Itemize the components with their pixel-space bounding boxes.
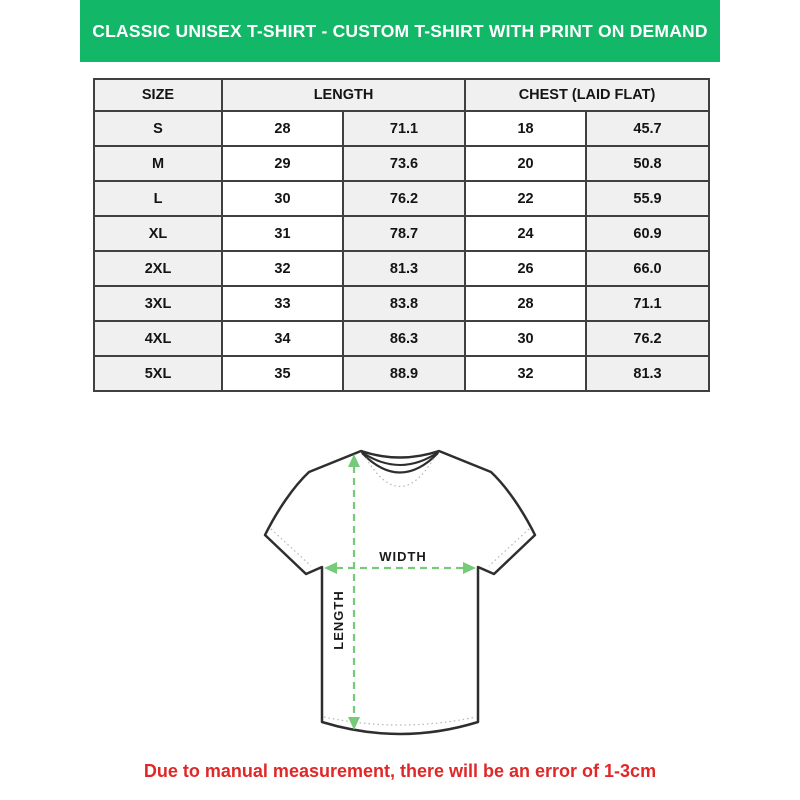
column-header-chest: CHEST (LAID FLAT): [465, 79, 709, 111]
length-cm-cell: 86.3: [343, 321, 465, 356]
length-inch-cell: 30: [222, 181, 343, 216]
size-cell: 3XL: [94, 286, 222, 321]
chest-cm-cell: 71.1: [586, 286, 709, 321]
length-cm-cell: 78.7: [343, 216, 465, 251]
column-header-length: LENGTH: [222, 79, 465, 111]
table-row-5xl: [94, 356, 709, 391]
length-cm-cell: 71.1: [343, 111, 465, 146]
chest-inch-cell: 22: [465, 181, 586, 216]
chest-inch-cell: 32: [465, 356, 586, 391]
length-inch-cell: 32: [222, 251, 343, 286]
length-cm-cell: 83.8: [343, 286, 465, 321]
chest-cm-cell: 66.0: [586, 251, 709, 286]
chest-inch-cell: 20: [465, 146, 586, 181]
chest-cm-cell: 76.2: [586, 321, 709, 356]
chest-cm-cell: 45.7: [586, 111, 709, 146]
table-row-4xl: [94, 321, 709, 356]
size-cell: M: [94, 146, 222, 181]
size-cell: 2XL: [94, 251, 222, 286]
length-inch-cell: 28: [222, 111, 343, 146]
length-inch-cell: 29: [222, 146, 343, 181]
length-inch-cell: 31: [222, 216, 343, 251]
length-inch-cell: 35: [222, 356, 343, 391]
measurement-note: Due to manual measurement, there will be an error of 1-3cm: [143, 761, 657, 781]
size-cell: L: [94, 181, 222, 216]
length-cm-cell: 73.6: [343, 146, 465, 181]
column-header-size: SIZE: [94, 79, 222, 111]
chest-inch-cell: 24: [465, 216, 586, 251]
table-row-xl: [94, 216, 709, 251]
length-label: LENGTH: [331, 590, 346, 650]
width-label: WIDTH: [379, 549, 427, 564]
table-row-m: [94, 146, 709, 181]
chest-inch-cell: 28: [465, 286, 586, 321]
chest-inch-cell: 18: [465, 111, 586, 146]
length-cm-cell: 81.3: [343, 251, 465, 286]
length-cm-cell: 88.9: [343, 356, 465, 391]
chest-inch-cell: 30: [465, 321, 586, 356]
chest-cm-cell: 60.9: [586, 216, 709, 251]
table-row-2xl: [94, 251, 709, 286]
page-title: CLASSIC UNISEX T-SHIRT - CUSTOM T-SHIRT WITH PRINT ON DEMAND: [92, 20, 708, 41]
size-cell: 4XL: [94, 321, 222, 356]
size-table: [93, 78, 710, 392]
size-cell: S: [94, 111, 222, 146]
length-inch-cell: 33: [222, 286, 343, 321]
size-cell: 5XL: [94, 356, 222, 391]
chest-cm-cell: 50.8: [586, 146, 709, 181]
chest-inch-cell: 26: [465, 251, 586, 286]
size-cell: XL: [94, 216, 222, 251]
length-inch-cell: 34: [222, 321, 343, 356]
chest-cm-cell: 55.9: [586, 181, 709, 216]
tshirt-measurement-diagram: [240, 430, 560, 750]
tshirt-outline: [265, 451, 535, 734]
table-row-3xl: [94, 286, 709, 321]
table-header-row: [94, 79, 709, 111]
chest-cm-cell: 81.3: [586, 356, 709, 391]
table-row-l: [94, 181, 709, 216]
title-banner: [80, 0, 720, 62]
table-row-s: [94, 111, 709, 146]
length-cm-cell: 76.2: [343, 181, 465, 216]
